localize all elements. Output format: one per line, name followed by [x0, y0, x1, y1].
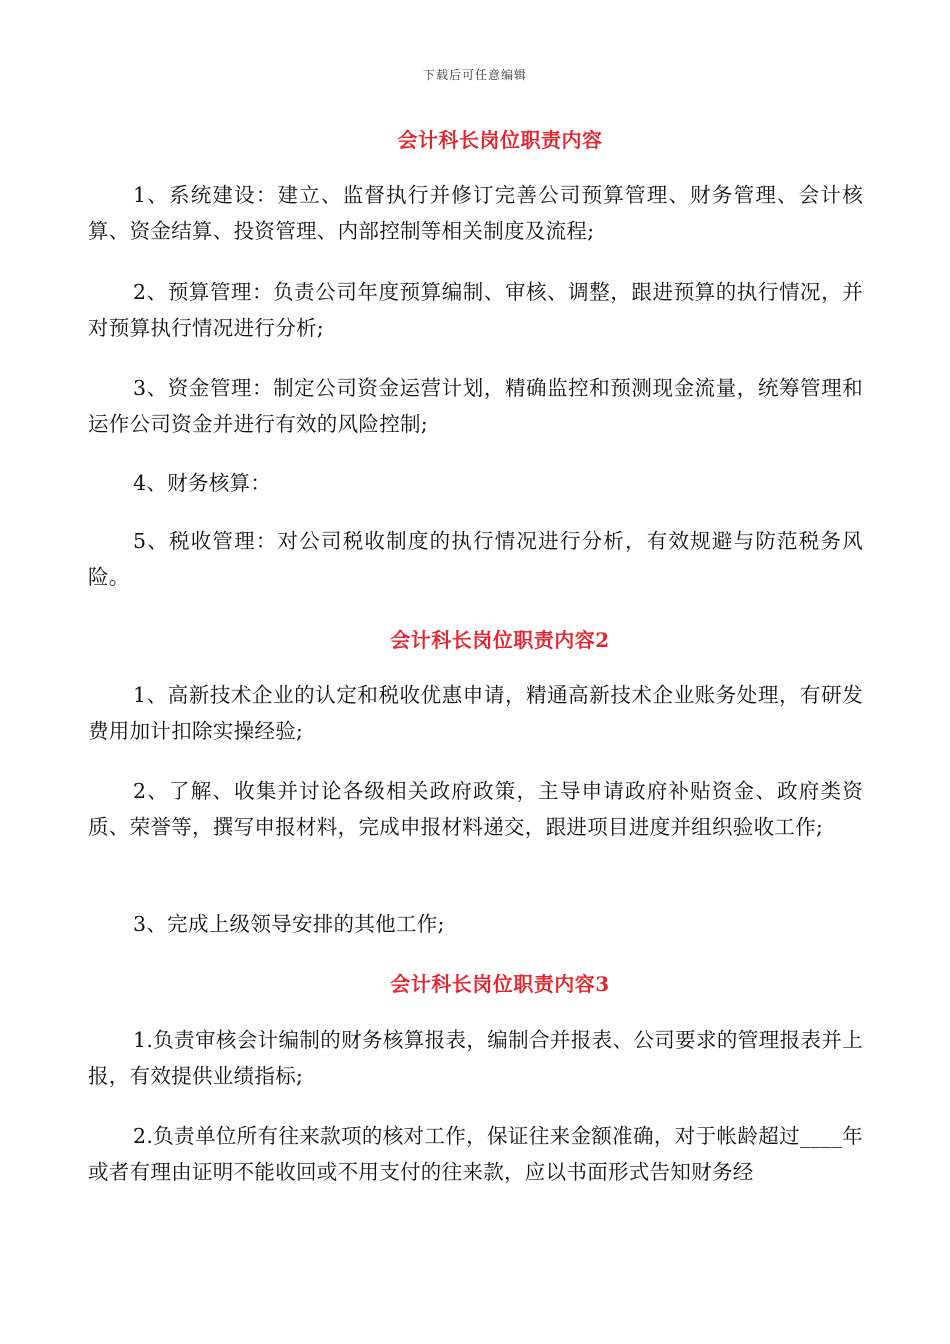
paragraph-1-3: 3、资金管理：制定公司资金运营计划，精确监控和预测现金流量，统筹管理和运作公司资金并进行有效的风险控制;: [88, 376, 863, 436]
section-title-3: 会计科长岗位职责内容3: [390, 972, 610, 996]
paragraph-1-2: 2、预算管理：负责公司年度预算编制、审核、调整，跟进预算的执行情况，并对预算执行情况进行分析;: [88, 280, 863, 340]
paragraph-2-1: 1、高新技术企业的认定和税收优惠申请，精通高新技术企业账务处理，有研发费用加计扣除实操经验;: [88, 683, 863, 743]
paragraph-1-1: 1、系统建设：建立、监督执行并修订完善公司预算管理、财务管理、会计核算、资金结算、投资管理、内部控制等相关制度及流程;: [88, 183, 863, 243]
paragraph-1-5: 5、税收管理：对公司税收制度的执行情况进行分析，有效规避与防范税务风险。: [88, 529, 863, 589]
paragraph-2-3: 3、完成上级领导安排的其他工作;: [133, 912, 445, 936]
paragraph-1-4: 4、财务核算：: [133, 471, 272, 495]
paragraph-2-2: 2、了解、收集并讨论各级相关政府政策，主导申请政府补贴资金、政府类资质、荣誉等，撰写申报材料，完成申报材料递交，跟进项目进度并组织验收工作;: [88, 779, 863, 839]
header-note: 下载后可任意编辑: [422, 68, 527, 82]
paragraph-3-1: 1.负责审核会计编制的财务核算报表，编制合并报表、公司要求的管理报表并上报，有效提供业绩指标;: [88, 1028, 863, 1088]
paragraph-3-2: 2.负责单位所有往来款项的核对工作，保证往来金额准确，对于帐龄超过____年或者有理由证明不能收回或不用支付的往来款，应以书面形式告知财务经: [88, 1124, 863, 1184]
section-title-1: 会计科长岗位职责内容: [397, 128, 603, 152]
section-title-2: 会计科长岗位职责内容2: [390, 628, 610, 652]
